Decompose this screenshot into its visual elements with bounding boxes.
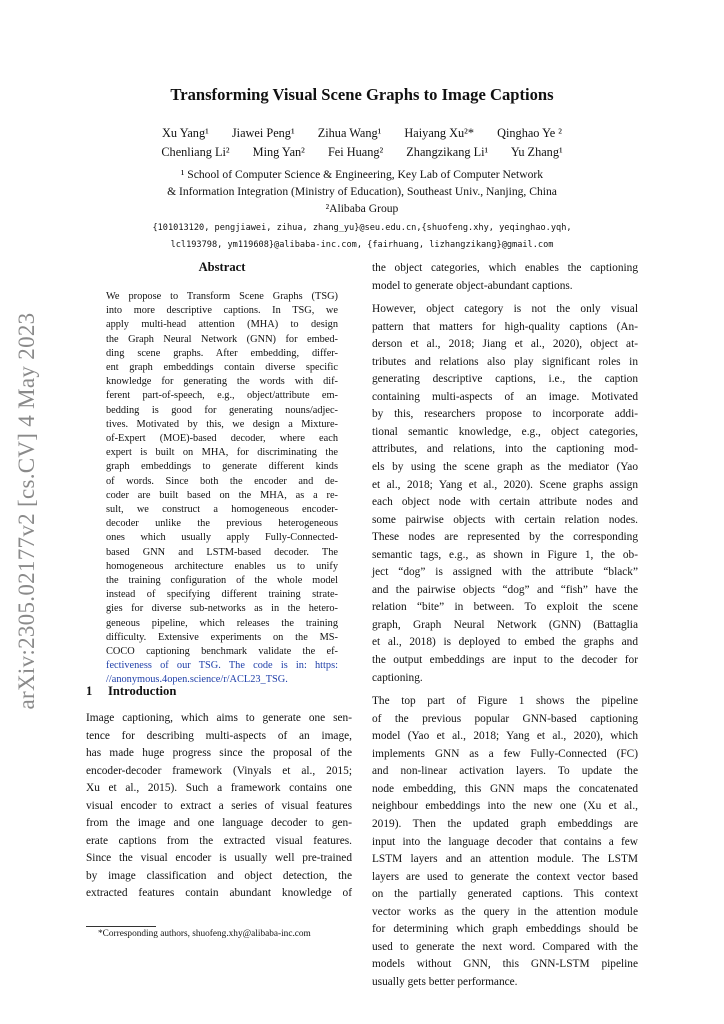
body-line: implements GNN as a few Fully-Connected (FC) (372, 747, 638, 760)
section-title: Introduction (108, 684, 177, 698)
introduction-body (86, 710, 352, 903)
body-line: These nodes are represented by the corresponding (372, 531, 638, 544)
body-line: some pairwise objects with certain relation nodes. (372, 513, 638, 526)
author: Zhangzikang Li¹ (406, 145, 489, 159)
abstract-line: the training configuration of the whole model (106, 575, 338, 587)
author-line-1 (86, 124, 638, 143)
abstract-line: gies for diverse sub-networks as in the hetero- (106, 603, 338, 615)
intro-line: by image classification and object detection, the (86, 869, 352, 882)
author-emails (86, 220, 638, 254)
abstract-line: expert is built on MHA, for discriminating the (106, 447, 338, 459)
body-line: model to generate object-abundant captions. (372, 279, 573, 292)
body-line: captioning. (372, 671, 423, 684)
abstract-line: the Graph Neural Network (GNN) for embed- (106, 333, 338, 345)
body-line: input into the language decoder that contains a few (372, 835, 638, 848)
code-link[interactable]: //anonymous.4open.science/r/ACL23_TSG. (106, 674, 288, 686)
body-line: et al., 2018; Yang et al., 2020). Scene graphs assign (372, 478, 638, 491)
body-line: relation “bite” in between. To exploit the scene (372, 601, 638, 614)
author-list (86, 124, 638, 162)
intro-line: Since the visual encoder is usually well pre-trained (86, 852, 352, 864)
body-line: 2019). Then the updated graph embeddings are (372, 817, 638, 830)
body-line: graph, Graph Neural Network (GNN) (Battaglia (372, 618, 638, 631)
author: Zihua Wang¹ (317, 126, 382, 140)
intro-line: from the image and one language decoder to gen- (86, 817, 352, 829)
body-line: node embedding, this GNN maps the concatenated (372, 782, 638, 795)
intro-line: visual encoder to extract a series of visual features (86, 799, 352, 812)
author: Qinghao Ye ² (497, 126, 562, 140)
author: Chenliang Li² (161, 145, 230, 159)
body-line: used to generate the next word. Compared with the (372, 940, 638, 953)
body-line: semantic tags, e.g., as shown in Figure 1, the ob- (372, 548, 638, 561)
abstract-line: sult, we construct a homogeneous encoder- (106, 504, 338, 516)
body-line: neighbour embeddings into the new one (Xu et al., (372, 800, 638, 813)
intro-line: tence for describing multi-aspects of an image, (86, 729, 352, 742)
abstract-line: into more descriptive captions. In TSG, we (106, 305, 338, 317)
author: Ming Yan² (252, 145, 305, 159)
paper-title: Transforming Visual Scene Graphs to Image Captions (170, 85, 554, 104)
affiliation-line: & Information Integration (Ministry of Education), Southeast Univ., Nanjing, China (167, 185, 557, 198)
section-heading-introduction (86, 684, 176, 699)
body-line: pattern that matters for high-quality captions (An- (372, 320, 638, 333)
intro-line: extracted features contain abundant knowledge of (86, 887, 352, 899)
body-line: of the previous popular GNN-based captioning (372, 712, 638, 725)
arxiv-id: arXiv:2305.02177v2 [cs.CV] 4 May 2023 (14, 312, 39, 710)
body-line: by this, researchers propose to incorporate addi- (372, 408, 638, 421)
abstract-line: ferent part-of-speech, e.g., object/attribute em- (106, 390, 338, 402)
abstract-line: COCO captioning benchmark validate the ef- (106, 646, 338, 658)
body-line: tional semantic knowledge, e.g., object categories, (372, 425, 638, 438)
abstract-line: coder are built based on the MHA, as a re- (106, 489, 338, 501)
intro-line: encoder-decoder framework (Vinyals et al., 2015; (86, 764, 352, 777)
right-column-body (372, 260, 638, 991)
abstract-line: based GNN and LSTM-based decoder. The (106, 546, 338, 558)
abstract-line: homogeneous architecture enables us to unify (106, 560, 338, 572)
body-line: vector works as the query in the attention module (372, 905, 638, 918)
abstract-line: knowledge for generating the words with dif- (106, 376, 338, 388)
abstract-line: graph embeddings to generate different kinds (106, 461, 338, 473)
intro-line: has made huge progress since the proposal of the (86, 747, 352, 759)
body-line: LSTM layers and an attention module. The LSTM (372, 853, 638, 866)
body-line: However, object category is not the only visual (372, 303, 638, 316)
abstract-line: geneous pipeline, which releases the training (106, 617, 338, 629)
abstract-line: of words. Since both the encoder and de- (106, 475, 338, 487)
abstract-line: of-Expert (MOE)-based decoder, where each (106, 433, 338, 445)
author-line-2 (86, 143, 638, 162)
abstract-line: ding scene graphs. After embedding, differ- (106, 347, 338, 359)
author: Jiawei Peng¹ (231, 126, 295, 140)
author: Fei Huang² (327, 145, 384, 159)
abstract-line: instead of specifying different training strate- (106, 589, 338, 601)
footnote: *Corresponding authors, shuofeng.xhy@alibaba-inc.com (98, 929, 311, 939)
body-line: on the partially generated captions. This context (372, 888, 638, 901)
body-line: et al., 2018) is deployed to embed the graphs and (372, 636, 638, 649)
affiliation-line: ¹ School of Computer Science & Engineering, Key Lab of Computer Network (180, 168, 544, 181)
body-line: tributes and relations also play significant roles in (372, 355, 638, 368)
abstract-line: fectiveness of our TSG. The code is in: https: (106, 660, 338, 672)
intro-line: Image captioning, which aims to generate one sen- (86, 712, 352, 724)
email-line: {101013120, pengjiawei, zihua, zhang_yu}@seu.edu.cn,{shuofeng.xhy, yeqinghao.yqh, (152, 223, 572, 233)
abstract-line: apply multi-head attention (MHA) to design (106, 319, 338, 331)
body-line: the output embeddings are input to the decoder for (372, 654, 638, 667)
affiliations (86, 166, 638, 217)
abstract-body (106, 290, 338, 688)
author: Xu Yang¹ (162, 126, 209, 140)
abstract-line: difficulty. Extensive experiments on the MS- (106, 631, 338, 643)
section-number: 1 (86, 684, 93, 698)
affiliation-line: ²Alibaba Group (325, 202, 399, 215)
abstract-line: We propose to Transform Scene Graphs (TSG) (106, 291, 338, 302)
intro-line: erate captions from the extracted visual features. (86, 834, 352, 847)
body-line: The top part of Figure 1 shows the pipeline (372, 695, 638, 708)
arxiv-sidebar-stamp (7, 312, 47, 710)
abstract-heading: Abstract (198, 260, 246, 274)
author: Yu Zhang¹ (510, 145, 563, 159)
abstract-line: bedding is good for generating nouns/adjec- (106, 404, 338, 416)
body-line: ject “dog” is assigned with the attribute “black” (372, 566, 638, 579)
body-line: els by using the scene graph as the mediator (Yao (372, 461, 638, 474)
body-line: models without GNN, this GNN-LSTM pipeline (372, 958, 638, 971)
body-line: and non-linear activation layers. To update the (372, 765, 638, 778)
abstract-line: decoder unlike the previous heterogeneous (106, 518, 338, 530)
body-line: and the pairwise objects “dog” and “fish” have the (372, 583, 638, 596)
body-line: the object categories, which enables the captioning (372, 262, 638, 274)
abstract-line: ent graph embeddings contain diverse specific (106, 362, 338, 374)
body-line: containing multi-aspects of an image. Motivated (372, 390, 638, 403)
footnote-rule (86, 926, 156, 927)
body-line: derson et al., 2018; Jiang et al., 2020), object at- (372, 338, 638, 351)
body-line: model (Yao et al., 2018; Yang et al., 2020), which (372, 730, 638, 743)
author: Haiyang Xu²* (404, 126, 475, 140)
intro-line: Xu et al., 2015). Such a framework contains one (86, 782, 352, 794)
abstract-line: tives. Motivated by this, we design a Mixture- (106, 418, 338, 430)
abstract-line: ones which usually apply Fully-Connected- (106, 532, 338, 544)
body-line: layers are used to generate the context vector based (372, 870, 638, 883)
body-line: for determining which graph embeddings should be (372, 923, 638, 936)
body-line: usually gets better performance. (372, 975, 518, 988)
body-line: generating descriptive captions, i.e., the caption (372, 373, 638, 386)
body-line: attributes, and relations, into the captioning mod- (372, 443, 638, 456)
body-line: each object node with certain attribute nodes and (372, 496, 638, 509)
email-line: lcl193798, ym119608}@alibaba-inc.com, {fairhuang, lizhangzikang}@gmail.com (170, 240, 554, 250)
